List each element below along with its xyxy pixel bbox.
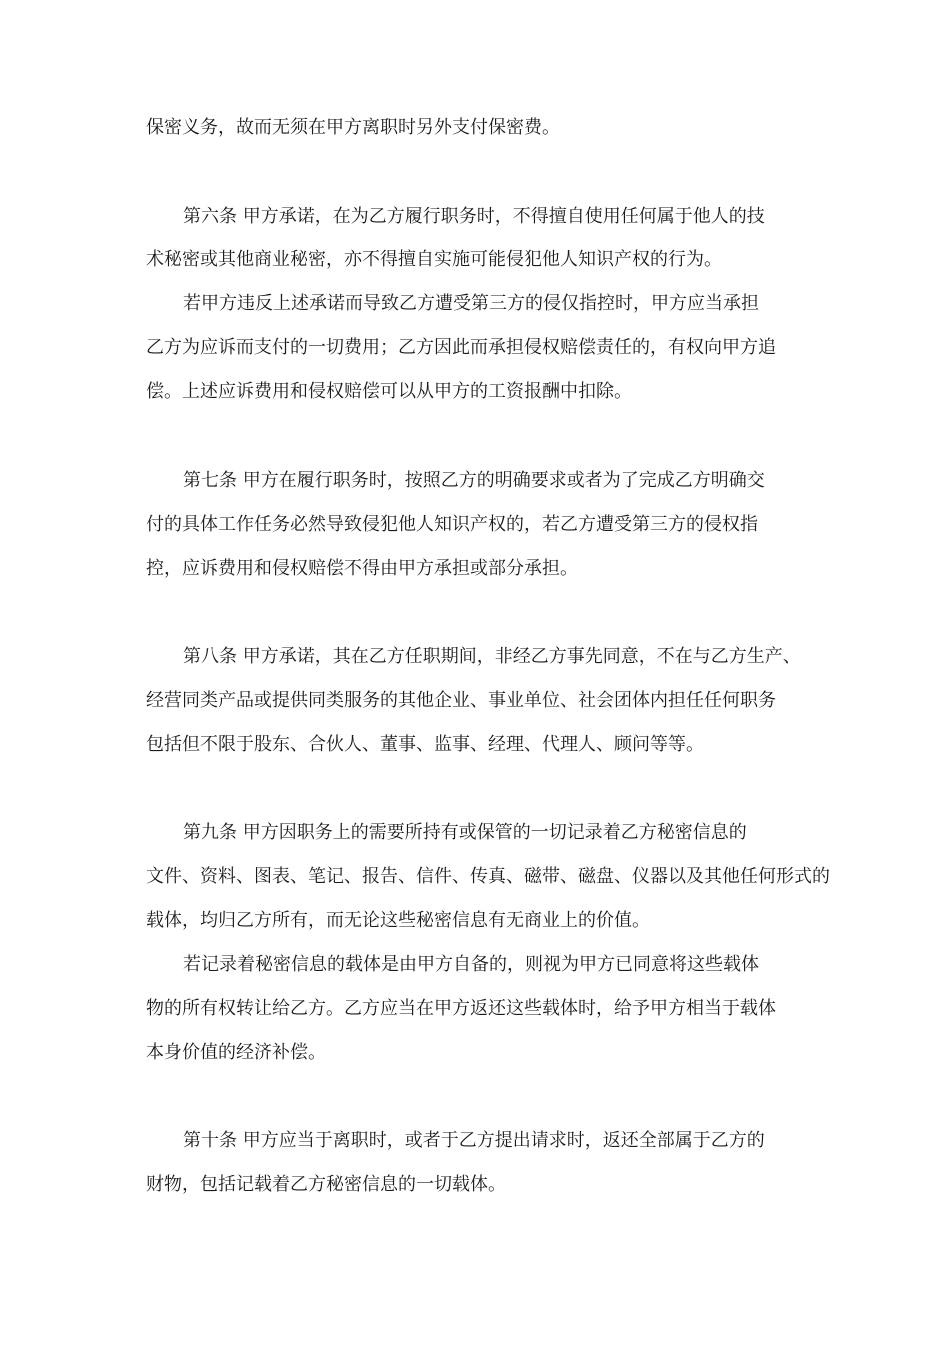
text-line: 文件、资料、图表、笔记、报告、信件、传真、磁带、磁盘、仪器以及其他任何形式的 <box>146 866 830 887</box>
text-line: 财物，包括记载着乙方秘密信息的一切载体。 <box>146 1174 506 1195</box>
text-line: 载体，均归乙方所有，而无论这些秘密信息有无商业上的价值。 <box>146 910 650 931</box>
article-10-heading-line: 第十条 甲方应当于离职时，或者于乙方提出请求时，返还全部属于乙方的 <box>183 1130 765 1151</box>
text-line: 经营同类产品或提供同类服务的其他企业、事业单位、社会团体内担任任何职务 <box>146 690 776 711</box>
article-7-heading-line: 第七条 甲方在履行职务时，按照乙方的明确要求或者为了完成乙方明确交 <box>183 470 765 491</box>
article-9-heading-line: 第九条 甲方因职务上的需要所持有或保管的一切记录着乙方秘密信息的 <box>183 822 747 843</box>
text-line: 控，应诉费用和侵权赔偿不得由甲方承担或部分承担。 <box>146 558 578 579</box>
text-line: 若甲方违反上述承诺而导致乙方遭受第三方的侵仅指控时，甲方应当承担 <box>183 293 759 314</box>
text-line: 若记录着秘密信息的载体是由甲方自备的，则视为甲方已同意将这些载体 <box>183 954 759 975</box>
text-line: 乙方为应诉而支付的一切费用；乙方因此而承担侵权赔偿责任的，有权向甲方追 <box>146 337 776 358</box>
text-line: 包括但不限于股东、合伙人、董事、监事、经理、代理人、顾问等等。 <box>146 734 704 755</box>
text-line: 术秘密或其他商业秘密，亦不得擅自实施可能侵犯他人知识产权的行为。 <box>146 249 722 270</box>
article-6-heading-line: 第六条 甲方承诺，在为乙方履行职务时，不得擅自使用任何属于他人的技 <box>183 206 765 227</box>
text-line: 本身价值的经济补偿。 <box>146 1042 326 1063</box>
text-line: 保密义务，故而无须在甲方离职时另外支付保密费。 <box>146 117 560 138</box>
text-line: 付的具体工作任务必然导致侵犯他人知识产权的，若乙方遭受第三方的侵权指 <box>146 514 758 535</box>
text-line: 物的所有权转让给乙方。乙方应当在甲方返还这些载体时，给予甲方相当于载体 <box>146 998 776 1019</box>
article-8-heading-line: 第八条 甲方承诺，其在乙方任职期间，非经乙方事先同意，不在与乙方生产、 <box>183 646 801 667</box>
text-line: 偿。上述应诉费用和侵权赔偿可以从甲方的工资报酬中扣除。 <box>146 381 632 402</box>
